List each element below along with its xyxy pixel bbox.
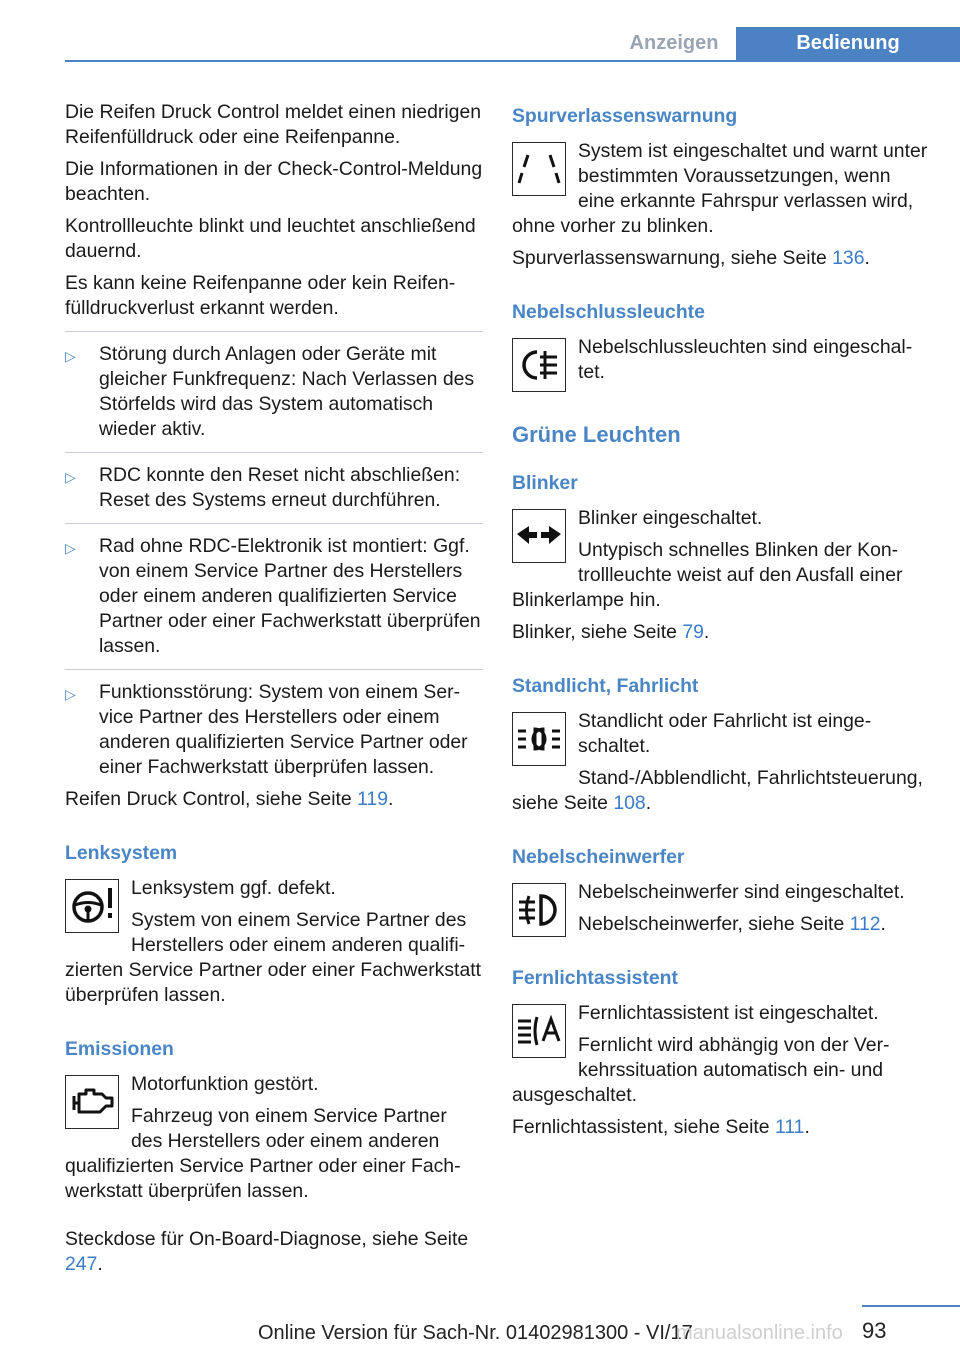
page-number: 93 bbox=[862, 1318, 887, 1343]
paragraph: Es kann keine Reifenpanne oder kein Reifenfülldruckverlust erkannt werden. bbox=[65, 272, 456, 319]
reference-text: Blinker, siehe Seite bbox=[512, 621, 683, 643]
paragraph: Die Reifen Druck Control meldet einen niedrigen Reifenfülldruck oder eine Reifenpanne. bbox=[65, 101, 482, 148]
section-heading: Emissionen bbox=[65, 1038, 174, 1060]
bullet-divider bbox=[65, 331, 483, 332]
paragraph: Standlicht oder Fahrlicht ist eingeschaltet. bbox=[578, 710, 872, 757]
section-heading: Nebelscheinwerfer bbox=[512, 846, 685, 868]
section-heading: Lenksystem bbox=[65, 842, 178, 864]
paragraph: System ist eingeschaltet und warnt unter bestimmten Voraussetzungen, wenn eine erkannte Fahrspur verlassen wird, ohne vorher zu blinken. bbox=[512, 140, 928, 237]
rear-fog-light-icon bbox=[512, 338, 566, 392]
triangle-bullet-icon: ▷ bbox=[65, 686, 76, 702]
right-column bbox=[512, 104, 930, 1147]
page-link[interactable]: 119 bbox=[357, 788, 388, 810]
paragraph: Kontrollleuchte blinkt und leuchtet anschließend dauernd. bbox=[65, 215, 476, 262]
list-item bbox=[65, 342, 483, 442]
left-column bbox=[65, 100, 483, 1284]
page-link[interactable]: 108 bbox=[613, 792, 646, 814]
triangle-bullet-icon: ▷ bbox=[65, 540, 76, 556]
paragraph: System von einem Service Partner des Herstellers oder einem anderen qualifizierten Service Partner oder einer Fachwerkstatt überprüfen lassen. bbox=[65, 909, 481, 1006]
page-link[interactable]: 112 bbox=[849, 913, 881, 935]
reference-text: Nebelscheinwerfer, siehe Seite bbox=[578, 913, 850, 935]
section-title: Grüne Leuchten bbox=[512, 422, 681, 447]
footer-rule bbox=[862, 1305, 960, 1307]
section-heading: Blinker bbox=[512, 472, 578, 494]
reference: Fernlichtassistent, siehe Seite 111. bbox=[512, 1116, 810, 1138]
paragraph: Fernlichtassistent ist eingeschaltet. bbox=[578, 1002, 879, 1024]
tab-bedienung[interactable]: Bedienung bbox=[736, 27, 960, 62]
list-item bbox=[65, 534, 483, 659]
reference: Reifen Druck Control, siehe Seite 119. bbox=[65, 788, 394, 810]
watermark: manualsonline.info bbox=[676, 1322, 843, 1344]
tab-anzeigen[interactable]: Anzeigen bbox=[629, 32, 719, 54]
reference-text: Spurverlassenswarnung, siehe Seite bbox=[512, 247, 833, 269]
page-link[interactable]: 136 bbox=[832, 247, 865, 269]
header-rule bbox=[65, 60, 960, 62]
paragraph: Motorfunktion gestört. bbox=[131, 1073, 319, 1095]
turn-signal-icon bbox=[512, 509, 566, 563]
list-item bbox=[65, 463, 483, 513]
lane-departure-icon bbox=[512, 142, 566, 196]
high-beam-assist-icon bbox=[512, 1004, 566, 1058]
reference-text: Fernlichtassistent, siehe Seite bbox=[512, 1116, 775, 1138]
list-item-text: Störung durch Anlagen oder Geräte mit gleicher Funkfrequenz: Nach Verlassen des Störfelds wird das System automatisch wieder aktiv. bbox=[99, 343, 475, 440]
paragraph: Untypisch schnelles Blinken der Kontrollleuchte weist auf den Ausfall einer Blinkerlampe hin. bbox=[512, 539, 903, 611]
steering-warning-icon bbox=[65, 879, 119, 933]
parking-light-icon bbox=[512, 712, 566, 766]
paragraph: Fernlicht wird abhängig von der Verkehrssituation automatisch ein- und ausgeschaltet. bbox=[512, 1034, 890, 1106]
list-item bbox=[65, 680, 483, 780]
section-heading: Spurverlassenswarnung bbox=[512, 105, 738, 127]
paragraph: Nebelscheinwerfer sind eingeschaltet. bbox=[578, 881, 905, 903]
page-link[interactable]: 111 bbox=[774, 1116, 805, 1138]
reference-text: Stand-/Abblendlicht, Fahrlichtsteuerung, siehe Seite bbox=[512, 767, 923, 814]
paragraph: Die Informationen in der Check-Control-Meldung beachten. bbox=[65, 158, 483, 205]
page-link[interactable]: 79 bbox=[682, 621, 704, 643]
section-heading: Nebelschlussleuchte bbox=[512, 301, 705, 323]
reference: Stand-/Abblendlicht, Fahrlichtsteuerung, siehe Seite 108. bbox=[512, 767, 923, 814]
bullet-divider bbox=[65, 523, 483, 524]
online-version-note: Online Version für Sach-Nr. 01402981300 - VI/17 bbox=[258, 1322, 693, 1344]
reference-text: Reifen Druck Control, siehe Seite bbox=[65, 788, 358, 810]
triangle-bullet-icon: ▷ bbox=[65, 348, 76, 364]
paragraph: Fahrzeug von einem Service Partner des Herstellers oder einem anderen qualifizierten Service Partner oder einer Fachwerkstatt überprüfen lassen. bbox=[65, 1105, 461, 1202]
bullet-divider bbox=[65, 669, 483, 670]
list-item-text: RDC konnte den Reset nicht abschließen: Reset des Systems erneut durchführen. bbox=[99, 464, 461, 511]
section-heading: Fernlichtassistent bbox=[512, 967, 678, 989]
paragraph: Blinker eingeschaltet. bbox=[578, 507, 763, 529]
reference-text: Steckdose für On-Board-Diagnose, siehe Seite bbox=[65, 1228, 469, 1250]
reference: Steckdose für On-Board-Diagnose, siehe Seite 247. bbox=[65, 1228, 469, 1275]
paragraph: Lenksystem ggf. defekt. bbox=[131, 877, 336, 899]
engine-icon bbox=[65, 1075, 119, 1129]
reference: Blinker, siehe Seite 79. bbox=[512, 621, 710, 643]
page-link[interactable]: 247 bbox=[65, 1253, 98, 1275]
list-item-text: Funktionsstörung: System von einem Service Partner des Herstellers oder einem anderen qualifizierten Service Partner oder einer Fachwerkstatt überprüfen lassen. bbox=[99, 681, 468, 778]
bullet-divider bbox=[65, 452, 483, 453]
triangle-bullet-icon: ▷ bbox=[65, 469, 76, 485]
list-item-text: Rad ohne RDC-Elektronik ist montiert: Ggf. von einem Service Partner des Herstellers oder einem anderen qualifizierten Service Partner oder einer Fachwerkstatt überprüfen lassen. bbox=[99, 535, 481, 657]
reference: Spurverlassenswarnung, siehe Seite 136. bbox=[512, 247, 870, 269]
paragraph: Nebelschlussleuchten sind eingeschaltet. bbox=[578, 336, 913, 383]
front-fog-light-icon bbox=[512, 883, 566, 937]
section-heading: Standlicht, Fahrlicht bbox=[512, 675, 699, 697]
reference: Nebelscheinwerfer, siehe Seite 112. bbox=[578, 913, 886, 935]
